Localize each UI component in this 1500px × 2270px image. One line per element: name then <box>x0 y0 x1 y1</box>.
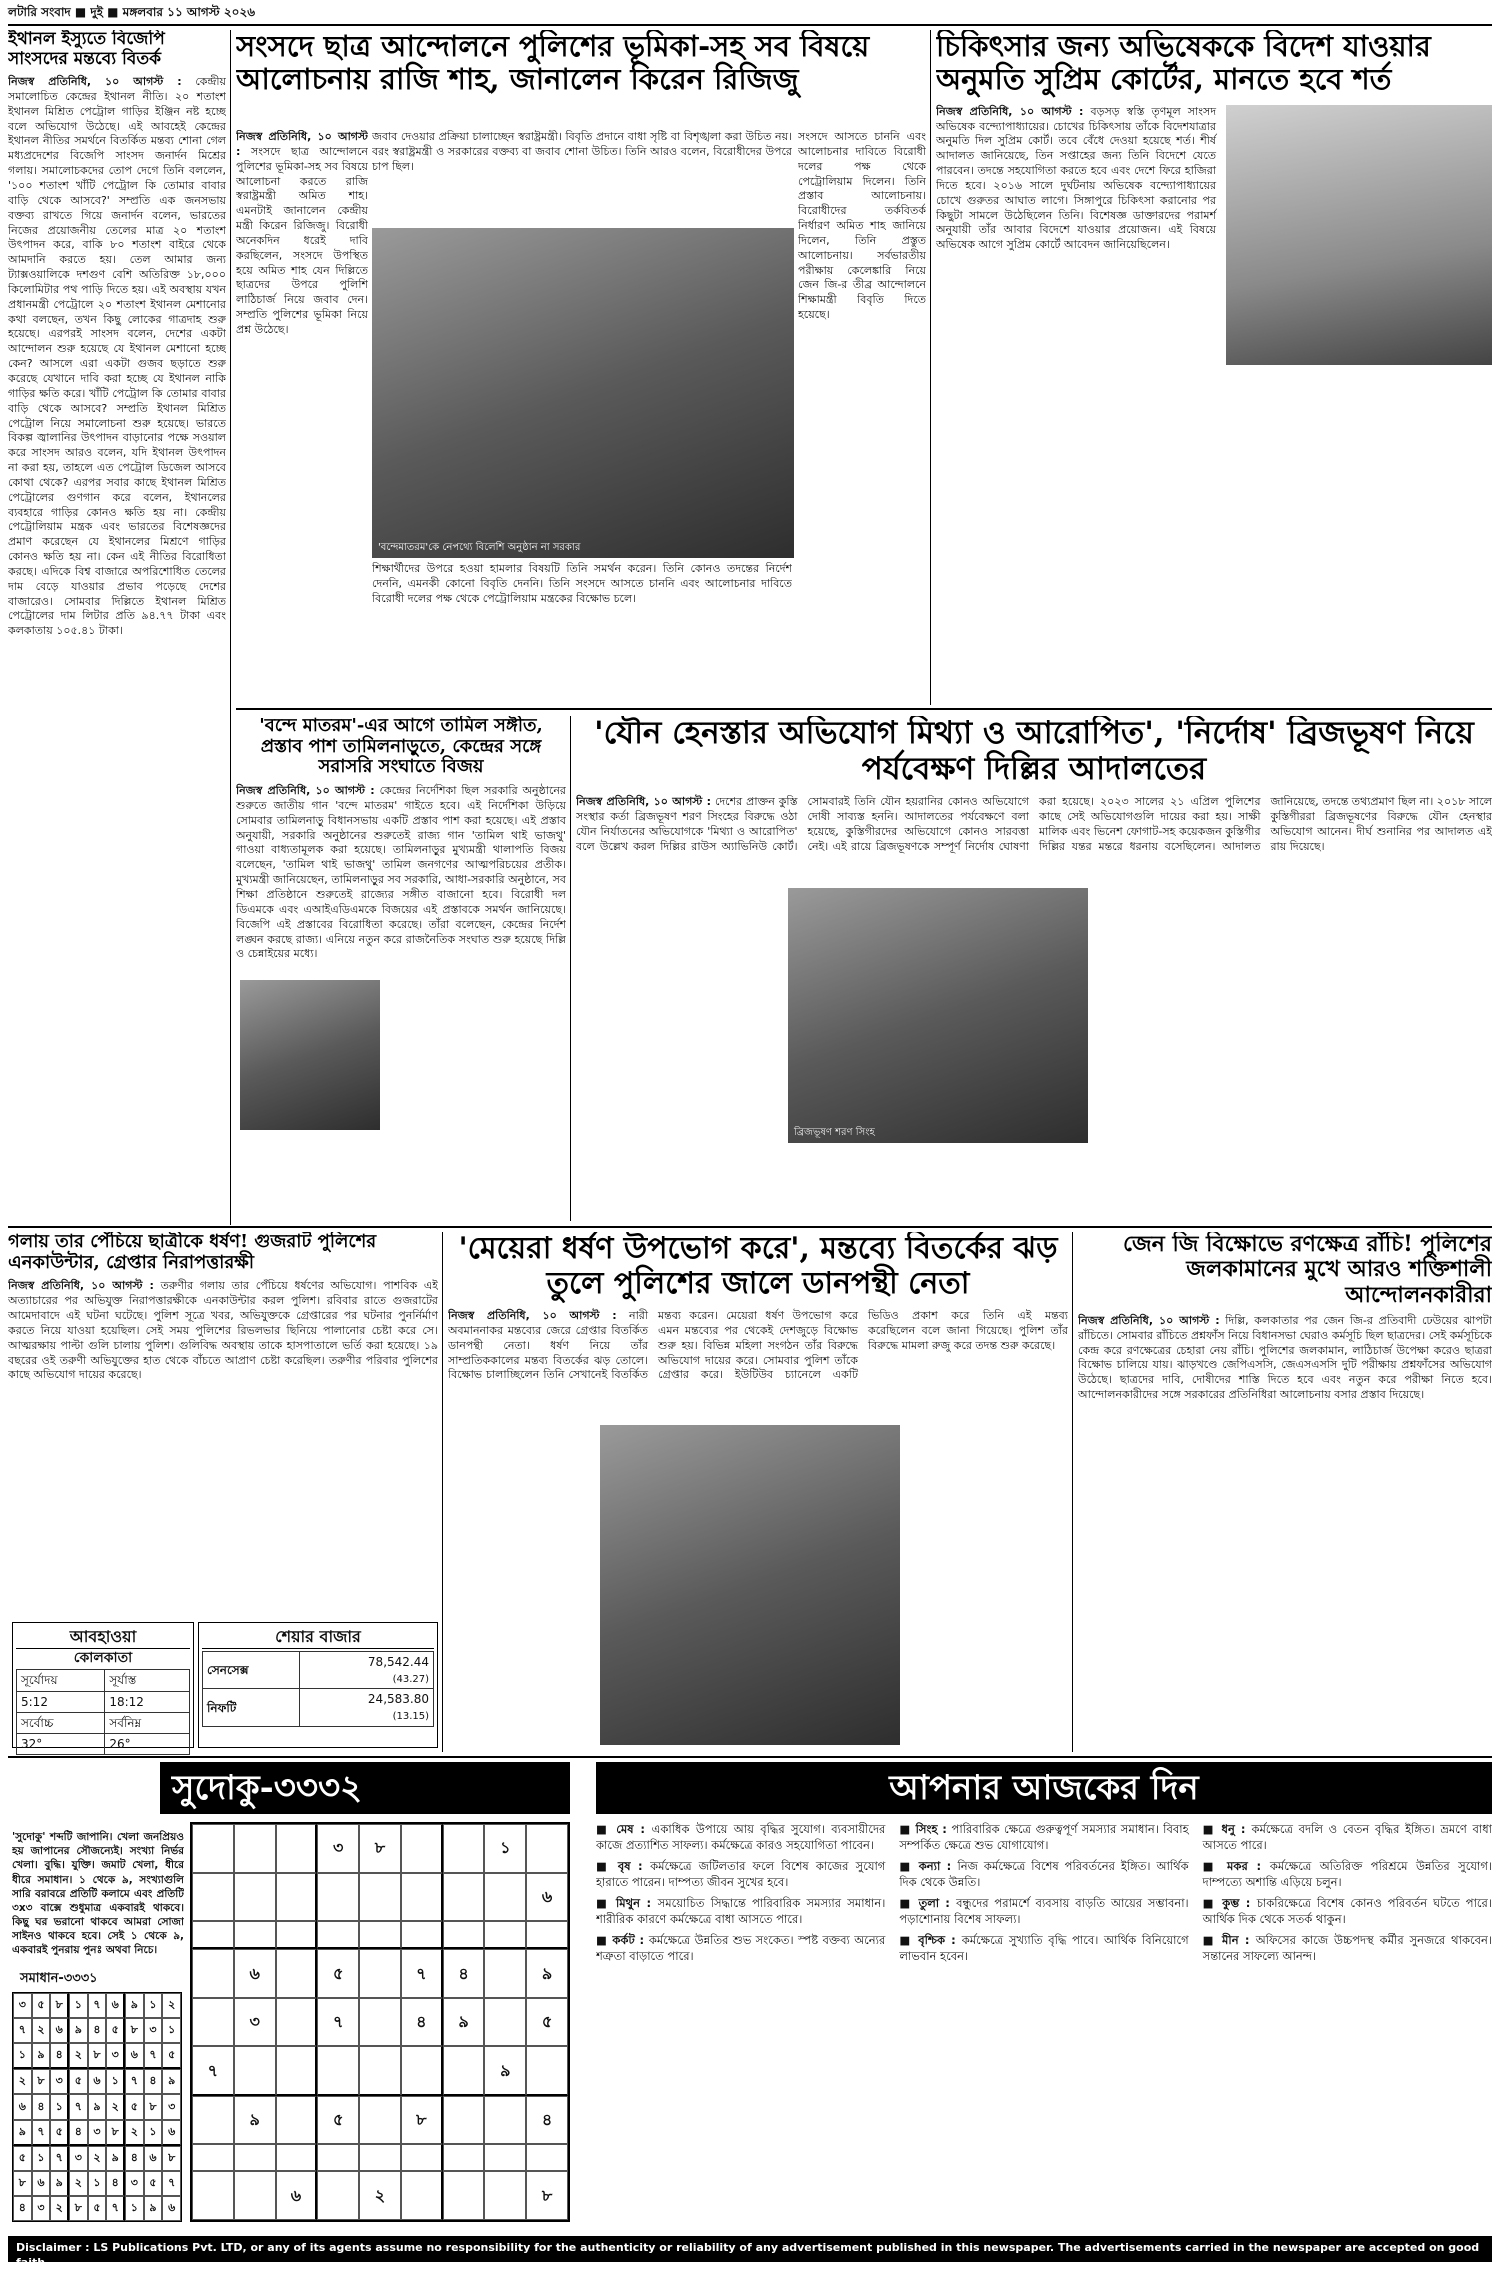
sudoku-cell <box>443 2046 485 2096</box>
sudoku-cell: ৩ <box>317 1824 359 1873</box>
shah-col4 <box>798 130 926 705</box>
sudoku-cell: ৭ <box>192 2046 234 2096</box>
sudoku-cell: ৭ <box>144 2043 163 2069</box>
sudoku-cell: ৪ <box>106 2171 125 2196</box>
sudoku-cell <box>234 1921 276 1949</box>
sudoku-cell <box>276 1998 318 2047</box>
sudoku-cell: ৬ <box>32 2171 51 2196</box>
horoscope-sign: ■ ধনু : <box>1202 1822 1252 1836</box>
market-box <box>198 1622 438 1748</box>
sudoku-solution-grid <box>12 1992 182 2222</box>
sudoku-cell: ৬ <box>106 1993 125 2018</box>
sudoku-cell <box>192 1921 234 1949</box>
horoscope-text: পারিবারিক ক্ষেত্রে গুরুত্বপূর্ণ সমস্যার সমাধান। বিবাহ সম্পর্কিত ক্ষেত্রে শুভ যোগাযোগ। <box>899 1822 1189 1852</box>
sudoku-cell: ৭ <box>401 1949 443 1998</box>
sunrise-value: 5:12 <box>17 1691 105 1712</box>
sudoku-cell: ২ <box>88 2146 107 2171</box>
sudoku-cell: ৪ <box>401 1998 443 2047</box>
photo-leader <box>600 1425 900 1745</box>
sudoku-cell: ৫ <box>13 2146 32 2171</box>
sudoku-cell <box>317 2144 359 2171</box>
body-brij <box>576 795 1492 854</box>
body-text: দেশের প্রাক্তন কুস্তি সংস্থার কর্তা ব্রিজভূষণ শরণ সিংহের বিরুদ্ধে ওঠা যৌন নির্যাতনের অভিযোগকে 'মিথ্যা ও আরোপিত' বলে উল্লেখ করল দিল্লির রাউস অ্যাভিনিউ কোর্ট। সোমবারই তিনি যৌন হয়রানির কোনও অভিযোগে দোষী সাব্যস্ত হননি। আদালতের পর্যবেক্ষণে বলা হয়েছে, কুস্তিগীরদের অভিযোগে কোনও সারবত্তা নেই। এই রায়ে ব্রিজভূষণকে সম্পূর্ণ নির্দোষ ঘোষণা করা হয়েছে। ২০২৩ সালের ২১ এপ্রিল পুলিশের কাছে সেই অভিযোগগুলি দায়ের করা হয়। সাক্ষী মালিক এবং ভিনেশ ফোগাট-সহ কয়েকজন কুস্তিগীর দিল্লির যন্তর মন্তরে ধরনায় বসেছিলেন। আদালত জানিয়েছে, তদন্তে তথ্যপ্রমাণ ছিল না। ২০১৮ সালে কুস্তিগীররা ব্রিজভূষণের বিরুদ্ধে যৌন হেনস্থার অভিযোগ আনেন। দীর্ঘ শুনানির পর আদালত এই রায় দিয়েছে। <box>576 795 1492 853</box>
sudoku-cell: ৮ <box>32 2069 51 2094</box>
story-ranchi <box>1078 1232 1492 1752</box>
horoscope-sign: ■ মিথুন : <box>596 1896 658 1911</box>
horoscope-item <box>596 1822 885 1853</box>
sudoku-cell: ৮ <box>526 2171 568 2220</box>
sudoku-cell: ৫ <box>106 2018 125 2043</box>
disclaimer-bar <box>8 2236 1492 2269</box>
horoscope-item <box>1203 1822 1492 1853</box>
body-abhishek <box>936 105 1216 253</box>
sudoku-cell <box>359 1873 401 1922</box>
sudoku-rules <box>12 1830 184 1960</box>
sudoku-cell <box>526 2144 568 2171</box>
sudoku-cell: ৬ <box>234 1949 276 1998</box>
market-name: সেনসেক্স <box>203 1651 300 1689</box>
sudoku-cell: ৪ <box>88 2018 107 2043</box>
horoscope-sign: ■ কন্যা : <box>899 1859 958 1874</box>
body-text: কেন্দ্রের নির্দেশিকা ছিল সরকারি অনুষ্ঠানের শুরুতে জাতীয় গান 'বন্দে মাতরম' গাইতে হবে। এই নির্দেশিকা উড়িয়ে সোমবার তামিলনাড়ু বিধানসভায় একটি প্রস্তাব পাশ করা হয়েছে। এই প্রস্তাব অনুযায়ী, সরকারি অনুষ্ঠানের শুরুতেই রাজ্য গান 'তামিল থাই ভাজথু' গাওয়া বাধ্যতামূলক করা হয়েছে। তামিলনাড়ুর মুখ্যমন্ত্রী থালাপতি বিজয় বলেছেন, 'তামিল থাই ভাজথু' তামিল জনগণের আত্মপরিচয়ের প্রতীক। মুখ্যমন্ত্রী জানিয়েছেন, তামিলনাড়ুর সব সরকারি, আধা-সরকারি অনুষ্ঠানে, সব শিক্ষা প্রতিষ্ঠানে শুরুতেই রাজ্যের সঙ্গীত বাজানো হবে। বিরোধী দল ডিএমকে এবং এআইএডিএমকে বিজয়ের এই প্রস্তাবকে সমর্থন জানিয়েছে। বিজেপি এই প্রস্তাবের বিরোধিতা করেছে। তাঁরা বলেছেন, কেন্দ্রের নির্দেশ লঙ্ঘন করছে রাজ্য। এনিয়ে নতুন করে রাজনৈতিক সংঘাত শুরু হয়েছে দিল্লি ও চেন্নাইয়ের মধ্যে। <box>236 784 566 961</box>
sudoku-cell: ১ <box>50 2094 69 2119</box>
sudoku-cell: ৯ <box>144 2196 163 2221</box>
sudoku-cell: ৪ <box>13 2196 32 2221</box>
sudoku-cell: ৯ <box>69 2018 88 2043</box>
horoscope-sign: ■ বৃষ : <box>596 1859 651 1874</box>
sudoku-cell: ২ <box>359 2171 401 2220</box>
masthead-text: লটারি সংবাদ ■ দুই ■ মঙ্গলবার ১১ আগস্ট ২০২৬ <box>8 5 256 19</box>
horoscope-item <box>899 1859 1188 1890</box>
photo-brijbhushan <box>788 888 1088 1143</box>
sudoku-cell <box>359 1921 401 1949</box>
market-change: (13.15) <box>392 1711 429 1723</box>
sudoku-cell: ৬ <box>50 2018 69 2043</box>
solution-title: সমাধান-৩৩৩১ <box>20 1971 98 1986</box>
sudoku-cell: ৬ <box>125 2043 144 2069</box>
headline-abhishek: চিকিৎসার জন্য অভিষেককে বিদেশ যাওয়ার অনুমতি সুপ্রিম কোর্টের, মানতে হবে শর্ত <box>936 30 1431 97</box>
horoscope-item <box>899 1822 1188 1853</box>
disclaimer-text: Disclaimer : LS Publications Pvt. LTD, or any of its agents assume no responsibility for the authenticity or reliability of any advertisement published in this newspaper. The advertisements carried in the newspaper are accepted on good faith. <box>16 2241 1480 2269</box>
sudoku-cell: ১ <box>125 2196 144 2221</box>
body-ethanol <box>8 75 226 639</box>
byline: নিজস্ব প্রতিনিধি, ১০ আগস্ট : <box>576 795 711 809</box>
sudoku-cell: ৪ <box>526 2096 568 2145</box>
market-title: শেয়ার বাজার <box>202 1626 434 1649</box>
sudoku-cell: ৬ <box>162 2120 181 2146</box>
horoscope-text: কর্মক্ষেত্রে উন্নতির শুভ সংকেত। স্পষ্ট বক্তব্য অন্যের শত্রুতা বাড়াতে পারে। <box>596 1933 886 1963</box>
sudoku-cell: ১ <box>144 2120 163 2146</box>
sudoku-cell <box>443 1921 485 1949</box>
horoscope-sign: ■ তুলা : <box>899 1896 957 1911</box>
sudoku-cell: ২ <box>69 2171 88 2196</box>
photo-vijay <box>240 980 380 1130</box>
sudoku-cell: ১ <box>106 2069 125 2094</box>
sudoku-cell <box>192 2096 234 2145</box>
body-text: শিক্ষার্থীদের উপরে হওয়া হামলার বিষয়টি তিনি সমর্থন করেন। তিনি কোনও তদন্তের নির্দেশ দেননি, এমনকী কোনো বিবৃতি দেননি। তিনি সংসদে আসতে চাননি এবং আলোচনার দাবিতে বিরোধী দলের পক্ষ থেকে পেট্রোলিয়াম মন্ত্রকের বিক্ষোভ চলে। <box>372 562 792 605</box>
sudoku-cell: ২ <box>162 1993 181 2018</box>
sudoku-cell: ৮ <box>359 1824 401 1873</box>
sudoku-cell <box>276 2096 318 2145</box>
sudoku-cell: ৯ <box>125 1993 144 2018</box>
sudoku-cell <box>276 2144 318 2171</box>
story-abhishek <box>936 30 1492 705</box>
sudoku-cell: ৩ <box>88 2120 107 2146</box>
body-text: তরুণীর গলায় তার পেঁচিয়ে ধর্ষণের অভিযোগ। পাশবিক এই অত্যাচারের পর অভিযুক্ত নিরাপত্তারক্ষীকে এনকাউন্টার করল পুলিশ। রবিবার রাতে গুজরাটের আমেদাবাদে এই ঘটনা ঘটেছে। পুলিশ সূত্রে খবর, অভিযুক্তকে গ্রেপ্তারের পর ঘটনার পুনর্নির্মাণ করতে নিয়ে যাওয়া হয়েছিল। সেই সময় পুলিশের রিভলভার ছিনিয়ে পালানোর চেষ্টা করে সে। আত্মরক্ষায় পাল্টা গুলি চালায় পুলিশ। গুলিবিদ্ধ অবস্থায় তাকে হাসপাতালে ভর্তি করা হয়েছে। ১৯ বছরের ওই তরুণী অভিযুক্তের হাত থেকে বাঁচতে আপ্রাণ চেষ্টা করেছিল। তরুণীর পরিবার পুলিশের কাছে অভিযোগ দায়ের করেছে। <box>8 1279 438 1382</box>
headline-ethanol: ইথানল ইস্যুতে বিজেপি সাংসদের মন্তব্যে বিতর্ক <box>8 30 165 69</box>
sudoku-cell: ৮ <box>50 1993 69 2018</box>
sudoku-cell: ৯ <box>484 2046 526 2096</box>
sudoku-cell <box>192 2171 234 2220</box>
body-gujarat <box>8 1279 438 1383</box>
horoscope-sign: ■ মকর : <box>1202 1859 1270 1874</box>
sudoku-cell: ৩ <box>144 2018 163 2043</box>
sudoku-cell <box>276 1824 318 1873</box>
horoscope-text: একাধিক উপায়ে আয় বৃদ্ধির সুযোগ। ব্যবসায়ীদের কাজে প্রত্যাশিত সাফল্য। কর্মক্ষেত্রে কারও সহযোগিতা পাবেন। <box>596 1822 886 1852</box>
sudoku-cell: ৮ <box>106 2120 125 2146</box>
sudoku-cell <box>276 1873 318 1922</box>
max-value: 32° <box>17 1734 105 1755</box>
sudoku-cell <box>276 1921 318 1949</box>
horoscope-text: অফিসের কাজে উচ্চপদস্থ কর্মীর সুনজরে থাকবেন। সন্তানের সাফল্যে আনন্দ। <box>1202 1933 1492 1963</box>
horoscope-text: নিজ কর্মক্ষেত্রে বিশেষ পরিবর্তনের ইঙ্গিত। আর্থিক দিক থেকে উন্নতি। <box>899 1859 1189 1889</box>
sudoku-cell: ৬ <box>276 2171 318 2220</box>
sudoku-cell: ৬ <box>144 2146 163 2171</box>
sudoku-cell <box>317 2171 359 2220</box>
sudoku-cell: ৩ <box>13 1993 32 2018</box>
sudoku-cell <box>359 2096 401 2145</box>
sudoku-cell: ৮ <box>88 2043 107 2069</box>
market-row <box>203 1651 434 1689</box>
sudoku-cell <box>526 1824 568 1873</box>
sudoku-cell: ২ <box>13 2069 32 2094</box>
horoscope-text: কর্মক্ষেত্রে সুখ্যাতি বৃদ্ধি পাবে। আর্থিক বিনিয়োগে লাভবান হবেন। <box>899 1933 1189 1963</box>
sudoku-cell <box>359 1998 401 2047</box>
sudoku-cell: ৭ <box>106 2196 125 2221</box>
sudoku-cell: ৩ <box>69 2146 88 2171</box>
sudoku-cell: ৭ <box>162 2171 181 2196</box>
sudoku-cell <box>401 2171 443 2220</box>
weather-box <box>12 1622 194 1752</box>
sudoku-cell <box>484 2096 526 2145</box>
sudoku-title: সুদোকু-৩৩৩২ <box>160 1762 570 1814</box>
sudoku-cell: ৫ <box>526 1998 568 2047</box>
sudoku-cell: ৮ <box>144 2094 163 2119</box>
horoscope-sign: ■ মীন : <box>1202 1933 1256 1948</box>
sudoku-cell <box>443 1824 485 1873</box>
story-ethanol <box>8 30 226 730</box>
byline: নিজস্ব প্রতিনিধি, ১০ আগস্ট : <box>936 104 1084 118</box>
sudoku-cell: ৬ <box>162 2196 181 2221</box>
sudoku-cell <box>276 2046 318 2096</box>
sudoku-cell <box>234 1873 276 1922</box>
market-value: 24,583.80 <box>367 1692 429 1707</box>
headline-shah: সংসদে ছাত্র আন্দোলনে পুলিশের ভূমিকা-সহ সব বিষয়ে আলোচনায় রাজি শাহ, জানালেন কিরেন রিজিজু <box>236 30 870 97</box>
body-text: বড়সড় স্বস্তি তৃণমূল সাংসদ অভিষেক বন্দ্যোপাধ্যায়ের। চোখের চিকিৎসায় তাঁকে বিদেশযাত্রার অনুমতি দিল সুপ্রিম কোর্ট। তবে বেঁধে দেওয়া হয়েছে শর্ত। শীর্ষ আদালত জানিয়েছে, তিন সপ্তাহের জন্য তিনি বিদেশে যেতে পারবেন। তদন্তে সহযোগিতা করতে হবে এবং দেশে ফিরে হাজিরা দিতে হবে। ২০১৬ সালে দুর্ঘটনায় অভিষেক বন্দ্যোপাধ্যায়ের চোখে গুরুতর আঘাত লাগে। সিঙ্গাপুরে চিকিৎসা করানোর পর কিছুটা সামলে উঠেছিলেন তিনি। বিশেষজ্ঞ ডাক্তারদের পরামর্শ অনুযায়ী তাঁর আবার বিদেশে যাওয়ার প্রয়োজন। এই বিষয়ে অভিষেক আগে সুপ্রিম কোর্টে আবেদন জানিয়েছিলেন। <box>936 104 1216 252</box>
sudoku-cell: ৫ <box>317 2096 359 2145</box>
horoscope-item <box>1203 1933 1492 1964</box>
body-text: দিল্লি, কলকাতার পর জেন জি-র প্রতিবাদী ঢেউয়ের ঝাপটা রাঁচিতে। সোমবার রাঁচিতে প্রশ্নফাঁস নিয়ে বিধানসভা ঘেরাও কর্মসূচি ছিল ছাত্রদের। সেই কর্মসূচিকে কেন্দ্র করে রণক্ষেত্রের চেহারা নেয় রাঁচি। পুলিশের জলকামান, লাঠিচার্জ উপেক্ষা করেও ছাত্ররা বিক্ষোভ চালিয়ে যায়। ঝাড়খণ্ডে জেপিএসসি, জেএসএসসি দুটি পরীক্ষায় প্রশ্নফাঁসের অভিযোগ উঠেছে। ছাত্রদের দাবি, দোষীদের শাস্তি দিতে হবে এবং নতুন করে পরীক্ষা নিতে হবে। আন্দোলনকারীদের সঙ্গে সরকারের প্রতিনিধিরা আলোচনায় বসার প্রস্তাব দিয়েছে। <box>1078 1313 1492 1402</box>
horoscope-item <box>1203 1859 1492 1890</box>
byline: নিজস্ব প্রতিনিধি, ১০ আগস্ট : <box>448 1309 617 1322</box>
horoscope-text: কর্মক্ষেত্রে জটিলতার ফলে বিশেষ কাজের সুযোগ হারাতে পারেন। দাম্পত্য জীবন সুখের হবে। <box>596 1859 886 1889</box>
sudoku-cell: ৮ <box>162 2146 181 2171</box>
sudoku-cell: ৯ <box>88 2094 107 2119</box>
sudoku-cell: ৬ <box>13 2094 32 2119</box>
sudoku-cell <box>192 1824 234 1873</box>
sudoku-cell <box>484 2144 526 2171</box>
sudoku-cell: ৭ <box>13 2018 32 2043</box>
sudoku-cell: ৫ <box>50 2120 69 2146</box>
sudoku-cell: ৫ <box>317 1949 359 1998</box>
horoscope-item <box>596 1859 885 1890</box>
shah-col2 <box>372 130 792 225</box>
market-table <box>202 1651 434 1727</box>
sudoku-cell <box>317 2046 359 2096</box>
sudoku-cell: ৫ <box>69 2069 88 2094</box>
sudoku-cell <box>276 1949 318 1998</box>
sudoku-cell: ৩ <box>106 2043 125 2069</box>
sudoku-cell <box>317 1873 359 1922</box>
sudoku-cell: ২ <box>69 2043 88 2069</box>
sudoku-cell <box>317 1921 359 1949</box>
horoscope-sign: ■ সিংহ : <box>899 1822 952 1836</box>
photo-caption: ব্রিজভূষণ শরণ সিংহ <box>794 1126 875 1138</box>
weather-city: কোলকাতা <box>73 1649 133 1666</box>
headline-brij: 'যৌন হেনস্তার অভিযোগ মিথ্যা ও আরোপিত', 'নির্দোষ' ব্রিজভূষণ নিয়ে পর্যবেক্ষণ দিল্লির আদালতের <box>594 716 1474 787</box>
min-value: 26° <box>105 1734 190 1755</box>
sudoku-cell <box>484 1921 526 1949</box>
horoscope-item <box>899 1896 1188 1927</box>
sudoku-cell: ৯ <box>50 2171 69 2196</box>
photo-supreme-court <box>1226 105 1492 365</box>
sudoku-cell <box>234 2046 276 2096</box>
sudoku-cell <box>192 1949 234 1998</box>
market-value-cell <box>299 1651 433 1689</box>
market-value-cell <box>299 1689 433 1727</box>
min-label: সর্বনিম্ন <box>105 1712 190 1733</box>
sudoku-cell: ৩ <box>125 2171 144 2196</box>
body-text: সংসদে আসতে চাননি এবং আলোচনার দাবিতে বিরোধী দলের পক্ষ থেকে পেট্রোলিয়াম দিলেন। তিনি প্রস্তাব আলোচনায়। বিরোধীদের তর্কবিতর্ক নির্ধারণ অমিত শাহ জানিয়ে দিলেন, তিনি প্রস্তুত আলোচনায়। সর্বভারতীয় পরীক্ষায় কেলেঙ্কারি নিয়ে জেন জি-র তীব্র আন্দোলনে শিক্ষামন্ত্রী বিবৃতি দিতে হয়েছে। <box>798 130 926 322</box>
sudoku-cell: ৪ <box>69 2120 88 2146</box>
sudoku-cell: ৩ <box>234 1998 276 2047</box>
market-name: নিফটি <box>203 1689 300 1727</box>
sudoku-cell: ৬ <box>88 2069 107 2094</box>
sudoku-cell: ১ <box>69 1993 88 2018</box>
sudoku-cell <box>443 2144 485 2171</box>
sudoku-cell <box>526 2046 568 2096</box>
byline: নিজস্ব প্রতিনিধি, ১০ আগস্ট : <box>236 130 368 158</box>
byline: নিজস্ব প্রতিনিধি, ১০ আগস্ট : <box>8 1279 154 1293</box>
sudoku-cell <box>192 2144 234 2171</box>
sudoku-cell: ২ <box>32 2018 51 2043</box>
sudoku-cell: ১ <box>13 2043 32 2069</box>
sudoku-cell <box>484 1873 526 1922</box>
sudoku-cell: ১ <box>88 2171 107 2196</box>
sudoku-cell: ২ <box>106 2094 125 2119</box>
photo-amit-shah <box>372 228 794 558</box>
sudoku-cell <box>234 2171 276 2220</box>
shah-col3 <box>372 562 792 702</box>
sudoku-cell <box>484 2171 526 2220</box>
story-gujarat <box>8 1232 438 1617</box>
sudoku-grid <box>190 1822 570 2222</box>
horoscope-title: আপনার আজকের দিন <box>596 1762 1492 1814</box>
horoscope-sign: ■ মেষ : <box>596 1822 652 1836</box>
sudoku-cell: ১ <box>32 2146 51 2171</box>
sudoku-cell <box>359 1949 401 1998</box>
horoscope-list <box>596 1822 1492 2226</box>
body-vande <box>236 784 566 962</box>
horoscope-text: বন্ধুদের পরামর্শে ব্যবসায় বাড়তি আয়ের সম্ভাবনা। পড়াশোনায় বিশেষ সাফল্য। <box>899 1896 1189 1926</box>
sunrise-label: সূর্যোদয় <box>17 1670 105 1691</box>
sudoku-cell: ৩ <box>50 2069 69 2094</box>
sudoku-cell <box>192 1998 234 2047</box>
sudoku-cell: ৩ <box>32 2196 51 2221</box>
sudoku-cell: ৯ <box>32 2043 51 2069</box>
sudoku-cell <box>443 2171 485 2220</box>
sudoku-cell: ৬ <box>526 1873 568 1922</box>
sudoku-cell <box>234 1824 276 1873</box>
sudoku-cell <box>443 2096 485 2145</box>
sudoku-cell: ৭ <box>50 2146 69 2171</box>
sudoku-cell: ৮ <box>401 2096 443 2145</box>
sudoku-cell: ৪ <box>144 2069 163 2094</box>
sudoku-cell <box>401 1824 443 1873</box>
sudoku-cell <box>401 1873 443 1922</box>
weather-title: আবহাওয়া <box>16 1626 190 1649</box>
sudoku-cell <box>401 2144 443 2171</box>
sudoku-cell <box>192 1873 234 1922</box>
sudoku-cell: ৭ <box>125 2069 144 2094</box>
sudoku-cell <box>484 1998 526 2047</box>
market-change: (43.27) <box>392 1673 429 1685</box>
sudoku-cell: ৯ <box>234 2096 276 2145</box>
market-value: 78,542.44 <box>367 1654 429 1669</box>
sudoku-cell: ৭ <box>317 1998 359 2047</box>
horoscope-item <box>1203 1896 1492 1927</box>
sunset-label: সূর্যাস্ত <box>105 1670 190 1691</box>
sudoku-cell: ৯ <box>162 2069 181 2094</box>
sudoku-cell: ১ <box>162 2018 181 2043</box>
sudoku-cell: ৫ <box>88 2196 107 2221</box>
masthead <box>8 4 1492 26</box>
horoscope-item <box>596 1896 885 1927</box>
sudoku-cell <box>484 1949 526 1998</box>
sudoku-cell: ৪ <box>443 1949 485 1998</box>
sudoku-cell: ১ <box>144 1993 163 2018</box>
sudoku-rules-text: 'সুদোকু' শব্দটি জাপানি। খেলা জনপ্রিয়ও হয় জাপানের সৌজন্যেই। সংখ্যা নির্ভর খেলা। বুদ্ধি। যুক্তি। জমাট খেলা, ধীরে ধীরে সমাধান। ১ থেকে ৯, সংখ্যাগুলি সারি বরাবরে প্রতিটি কলামে এবং প্রতিটি ৩x৩ বাক্সে শুধুমাত্র একবারই থাকবে। কিছু ঘর ভরানো থাকবে আমরা সোজা সাইনও থাকবে হবে। সেই ১ থেকে ৯, একবারই পুনরায় পুনঃ অথবা নিচে। <box>12 1831 184 1957</box>
sudoku-cell <box>526 1921 568 1949</box>
body-text: সংসদে ছাত্র আন্দোলনে পুলিশের ভূমিকা-সহ সব বিষয়ে আলোচনা করতে রাজি স্বরাষ্ট্রমন্ত্রী অমিত শাহ। এমনটাই জানালেন কেন্দ্রীয় মন্ত্রী কিরেন রিজিজু। বিরোধী অনেকদিন ধরেই দাবি করছিলেন, সংসদে উপস্থিত হয়ে অমিত শাহ যেন দিল্লিতে ছাত্রদের উপরে পুলিশি লাঠিচার্জ নিয়ে জবাব দেন। সম্প্রতি পুলিশের ভূমিকা নিয়ে প্রশ্ন উঠেছে। <box>236 144 368 336</box>
horoscope-item <box>596 1933 885 1964</box>
body-text: জবাব দেওয়ার প্রক্রিয়া চালাচ্ছেন স্বরাষ্ট্রমন্ত্রী। বিবৃতি প্রদানে বাধা সৃষ্টি বা বিশৃঙ্খলা করা উচিত নয়। বরং স্বরাষ্ট্রমন্ত্রী ও সরকারের বক্তব্য বা জবাব শোনা উচিত। তিনি আরও বলেন, বিরোধীদের উপরে চাপ ছিল। <box>372 130 792 173</box>
headline-meyera: 'মেয়েরা ধর্ষণ উপভোগ করে', মন্তব্যে বিতর্কের ঝড় তুলে পুলিশের জালে ডানপন্থী নেতা <box>458 1232 1058 1301</box>
sudoku-cell: ৮ <box>13 2171 32 2196</box>
horoscope-sign: ■ কুম্ভ : <box>1202 1896 1257 1911</box>
sudoku-cell: ৯ <box>526 1949 568 1998</box>
sudoku-cell: ৯ <box>106 2146 125 2171</box>
body-ranchi <box>1078 1314 1492 1403</box>
byline: নিজস্ব প্রতিনিধি, ১০ আগস্ট : <box>1078 1313 1220 1327</box>
photo-caption: 'বন্দেমাতরম'কে নেপথ্যে বিলেশি অনুষ্ঠান না সরকার <box>378 541 581 553</box>
sudoku-cell: ২ <box>125 2120 144 2146</box>
headline-vande: 'বন্দে মাতরম'-এর আগে তামিল সঙ্গীত, প্রস্তাব পাশ তামিলনাড়ুতে, কেন্দ্রের সঙ্গে সরাসরি সংঘাতে বিজয় <box>259 716 543 778</box>
sudoku-cell <box>359 2144 401 2171</box>
shah-col1 <box>236 130 368 705</box>
sudoku-cell: ৪ <box>125 2146 144 2171</box>
sudoku-cell: ৫ <box>162 2043 181 2069</box>
market-row <box>203 1689 434 1727</box>
sudoku-cell: ৪ <box>50 2043 69 2069</box>
sudoku-cell <box>401 1921 443 1949</box>
body-text: কেন্দ্রীয় সমালোচিত কেন্দ্রের ইথানল নীতি। ২০ শতাংশ ইথানল মিশ্রিত পেট্রোল গাড়ির ইঞ্জিন নষ্ট হচ্ছে বলে অভিযোগ উঠেছে। এই আবহেই কেন্দ্রের ইথানল নীতির সমর্থনে বিতর্কিত মন্তব্য শোনা গেল মধ্যপ্রদেশের বিজেপি সাংসদ জনার্দন মিশ্রের গলায়। সমালোচকদের তোপ দেগে তিনি বললেন, '১০০ শতাংশ খাঁটি পেট্রোল কি তোমার বাবার বাড়ি থেকে আসবে?' সম্প্রতি এক জনসভায় বক্তব্য রাখতে গিয়ে জনার্দন বলেন, ভারতের নিজের প্রয়োজনীয় তেলের মাত্র ২০ শতাংশ উৎপাদন করে, বাকি ৮০ শতাংশ বাইরে থেকে আমদানি করতে হয়। তেল আমার জন্য ট্যাক্সওয়ালিকে দশগুণ বেশি অতিরিক্ত ১৮,০০০ কিলোমিটার পথ পাড়ি দিতে হয়। এই অবস্থায় যখন প্রধানমন্ত্রী পেট্রোলে ২০ শতাংশ ইথানল মেশানোর কথা বলছেন, তখন কিছু লোকের গাত্রদাহ শুরু হয়েছে। এরপরই সাংসদ বলেন, দেশের একটা আন্দোলন শুরু হয়েছে যে ইথানল মেশানো হচ্ছে কেন? আসলে এরা একটা গুজব ছড়াতে শুরু করেছে যেখানে দাবি করা হচ্ছে যে ইথানল নাকি গাড়ির ক্ষতি করে। খাঁটি পেট্রোল কি তোমার বাবার বাড়ি থেকে আসবে? সম্প্রতি ইথানল মিশ্রিত পেট্রোল নিয়ে সমালোচনা শুরু হয়েছে। ভারতে বিকল্প জ্বালানির উৎপাদন বাড়ানোর পক্ষে সওয়াল করে সাংসদ আরও বলেন, যদি ইথানল উৎপাদন না করা হয়, তাহলে এত পেট্রোল ডিজেল আসবে কোথা থেকে? এরপর সবার কাছে ইথানল মিশ্রিত পেট্রোলের গুণগান করে বলেন, ইথানলের ব্যবহারে গাড়ির কোনও ক্ষতি হয় না। কেন্দ্রীয় পেট্রোলিয়াম মন্ত্রক এবং ভারতের বিশেষজ্ঞদের প্রমাণ করেছেন যে ইথানলের মিশ্রণে গাড়ির কোনও ক্ষতি হয় না। কেন এই নীতির বিরোধিতা করছে। এদিকে বিশ্ব বাজারে অপরিশোধিত তেলের দাম বেড়ে যাওয়ার প্রভাব পড়েছে দেশের বাজারেও। সোমবার দিল্লিতে ইথানল মিশ্রিত পেট্রোলের দাম লিটার প্রতি ৯৪.৭৭ টাকা এবং কলকাতায় ১০৫.৪১ টাকা। <box>8 75 226 638</box>
horoscope-sign: ■ কর্কট : <box>596 1933 649 1948</box>
sudoku-cell: ৭ <box>32 2120 51 2146</box>
sudoku-cell: ৯ <box>443 1998 485 2047</box>
sudoku-cell <box>359 2046 401 2096</box>
sudoku-cell: ৪ <box>32 2094 51 2119</box>
horoscope-item <box>899 1933 1188 1964</box>
horoscope-text: সময়োচিত সিদ্ধান্তে পারিবারিক সমস্যার সমাধান। শারীরিক কারণে কর্মক্ষেত্রে বাধা আসতে পারে। <box>596 1896 886 1926</box>
sudoku-cell: ৭ <box>69 2094 88 2119</box>
headline-ranchi: জেন জি বিক্ষোভে রণক্ষেত্র রাঁচি! পুলিশের জলকামানের মুখে আরও শক্তিশালী আন্দোলনকারীরা <box>1123 1232 1492 1308</box>
headline-gujarat: গলায় তার পেঁচিয়ে ছাত্রীকে ধর্ষণ! গুজরাট পুলিশের এনকাউন্টার, গ্রেপ্তার নিরাপত্তারক্ষী <box>8 1232 377 1273</box>
sunset-value: 18:12 <box>105 1691 190 1712</box>
horoscope-text: কর্মক্ষেত্রে বদলি ও বেতন বৃদ্ধির ইঙ্গিত। ভ্রমণে বাধা আসতে পারে। <box>1202 1822 1492 1852</box>
body-meyera <box>448 1309 1068 1383</box>
story-vande <box>236 716 566 1221</box>
sudoku-cell <box>234 2144 276 2171</box>
sudoku-cell <box>401 2046 443 2096</box>
sudoku-cell: ৩ <box>162 2094 181 2119</box>
sudoku-cell: ৭ <box>88 1993 107 2018</box>
horoscope-text: কর্মক্ষেত্রে অতিরিক্ত পরিশ্রমে উন্নতির সুযোগ। দাম্পত্যে অশান্তি এড়িয়ে চলুন। <box>1202 1859 1492 1889</box>
byline: নিজস্ব প্রতিনিধি, ১০ আগস্ট : <box>236 784 375 798</box>
weather-table <box>16 1669 190 1755</box>
sudoku-cell: ৮ <box>69 2196 88 2221</box>
sudoku-cell: ১ <box>484 1824 526 1873</box>
horoscope-sign: ■ বৃশ্চিক : <box>899 1933 962 1948</box>
horoscope-text: চাকরিক্ষেত্রে বিশেষ কোনও পরিবর্তন ঘটতে পারে। আর্থিক দিক থেকে সতর্ক থাকুন। <box>1202 1896 1492 1926</box>
sudoku-cell: ৮ <box>125 2018 144 2043</box>
max-label: সর্বোচ্চ <box>17 1712 105 1733</box>
sudoku-cell: ৯ <box>13 2120 32 2146</box>
sudoku-cell <box>443 1873 485 1922</box>
sudoku-cell: ২ <box>50 2196 69 2221</box>
sudoku-cell: ৫ <box>125 2094 144 2119</box>
sudoku-cell: ৫ <box>32 1993 51 2018</box>
sudoku-cell: ৫ <box>144 2171 163 2196</box>
byline: নিজস্ব প্রতিনিধি, ১০ আগস্ট : <box>8 75 182 89</box>
body-text: নারী অবমাননাকর মন্তব্যের জেরে গ্রেপ্তার বিতর্কিত ডানপন্থী নেতা। ধর্ষণ নিয়ে তাঁর সাম্প্রতিককালের মন্তব্য বিতর্কের ঝড় তোলে। বিক্ষোভ চালাচ্ছিলেন তিনি সেখানেই বিতর্কিত মন্তব্য করেন। মেয়েরা ধর্ষণ উপভোগ করে এমন মন্তব্যের পর থেকেই দেশজুড়ে বিক্ষোভ শুরু হয়। বিভিন্ন মহিলা সংগঠন তাঁর বিরুদ্ধে অভিযোগ দায়ের করে। সোমবার পুলিশ তাঁকে গ্রেপ্তার করে। ইউটিউব চ্যানেলে একটি ভিডিও প্রকাশ করে তিনি এই মন্তব্য করেছিলেন বলে জানা গিয়েছে। পুলিশ তাঁর বিরুদ্ধে মামলা রুজু করে তদন্ত শুরু করেছে। <box>448 1309 1068 1382</box>
